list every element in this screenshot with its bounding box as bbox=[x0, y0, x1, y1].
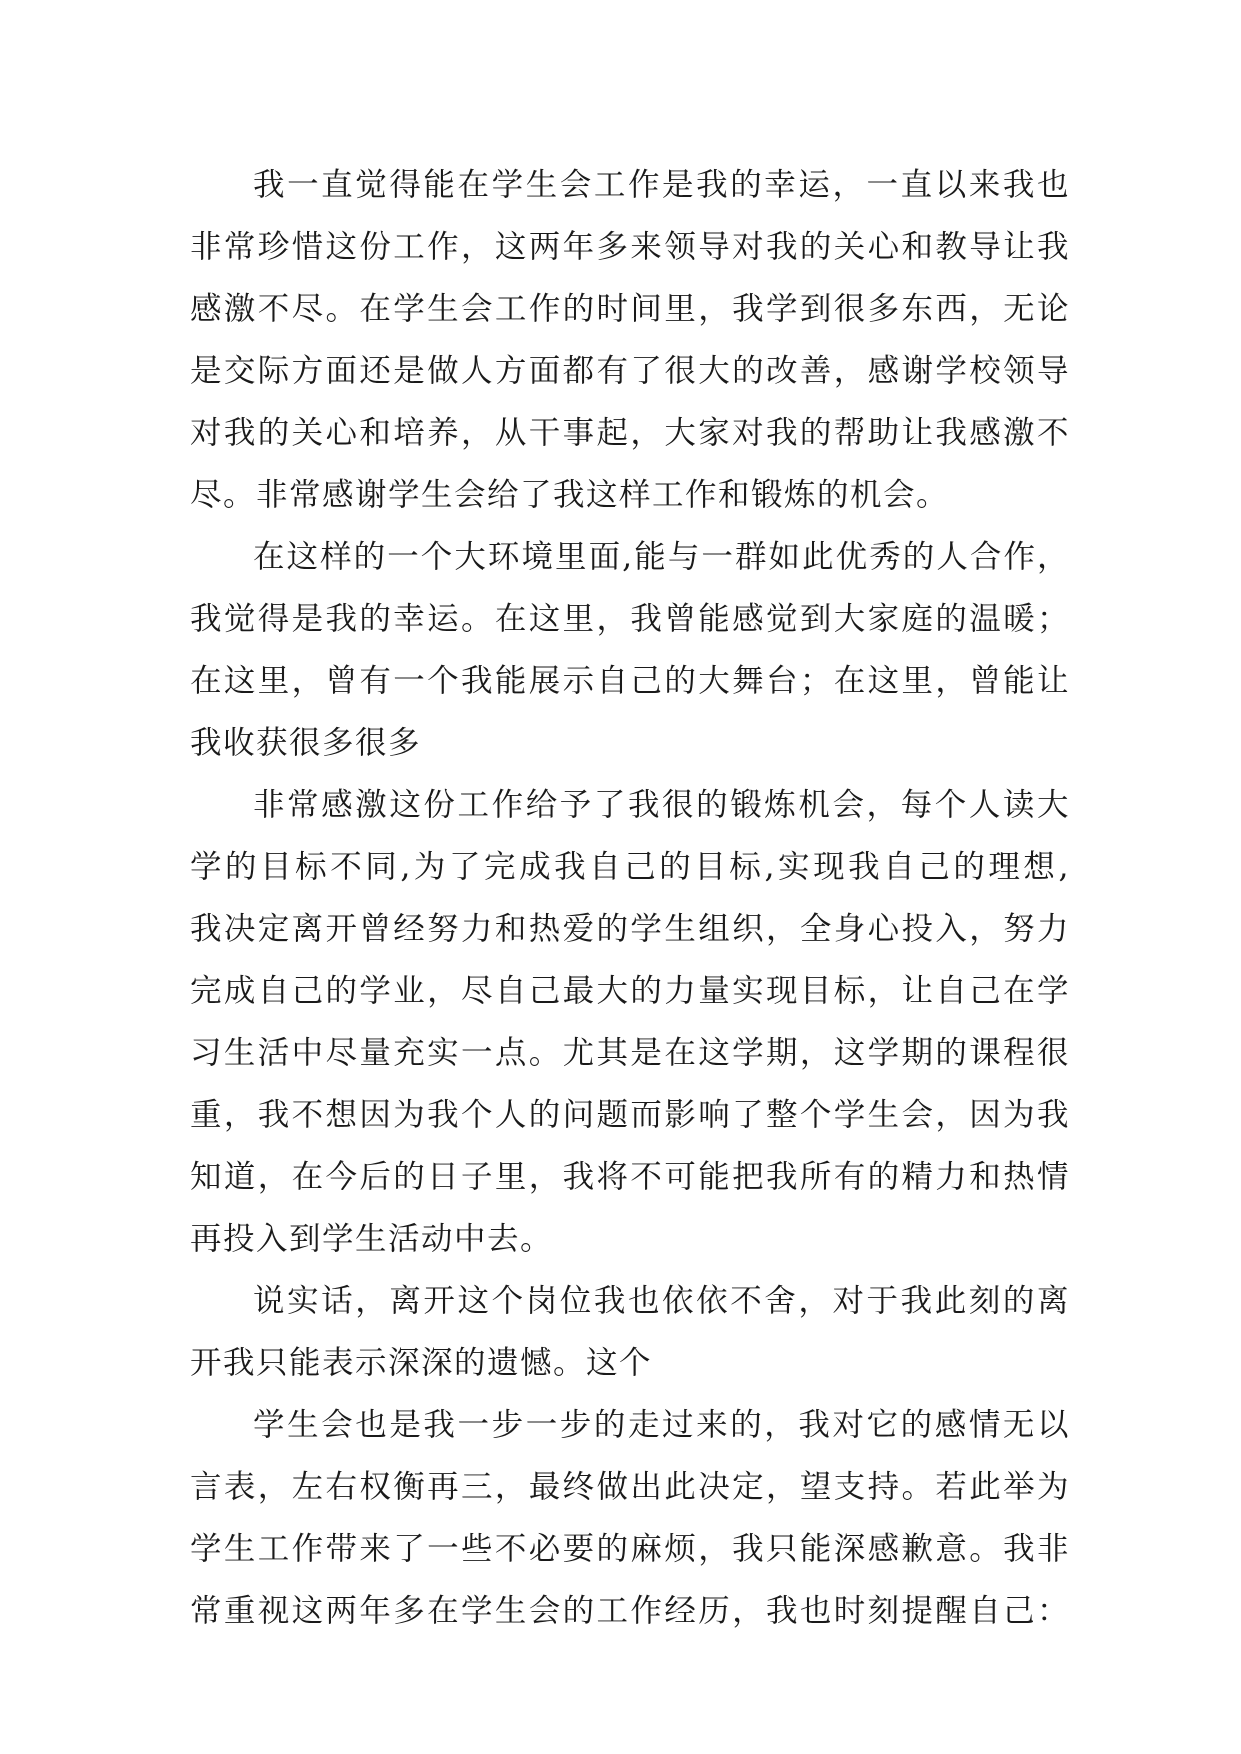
paragraph-2-line-1: 在这样的一个大环境里面,能与一群如此优秀的人合作， bbox=[253, 539, 1070, 575]
paragraph-5-line-2: 言表，左右权衡再三，最终做出此决定，望支持。若此举为 bbox=[190, 1469, 1070, 1505]
paragraph-1-line-1: 我一直觉得能在学生会工作是我的幸运，一直以来我也 bbox=[253, 167, 1070, 203]
paragraph-3-line-6: 重，我不想因为我个人的问题而影响了整个学生会，因为我 bbox=[190, 1097, 1070, 1133]
paragraph-1-line-3: 感激不尽。在学生会工作的时间里，我学到很多东西，无论 bbox=[190, 291, 1070, 327]
paragraph-1-line-5: 对我的关心和培养，从干事起，大家对我的帮助让我感激不 bbox=[190, 415, 1070, 451]
paragraph-1-line-2: 非常珍惜这份工作，这两年多来领导对我的关心和教导让我 bbox=[190, 229, 1070, 265]
paragraph-3-line-7: 知道，在今后的日子里，我将不可能把我所有的精力和热情 bbox=[190, 1159, 1070, 1195]
paragraph-2-line-3: 在这里，曾有一个我能展示自己的大舞台；在这里，曾能让 bbox=[190, 663, 1070, 699]
paragraph-3-line-1: 非常感激这份工作给予了我很的锻炼机会，每个人读大 bbox=[253, 787, 1070, 823]
paragraph-1-line-6: 尽。非常感谢学生会给了我这样工作和锻炼的机会。 bbox=[190, 477, 950, 513]
paragraph-3-line-4: 完成自己的学业，尽自己最大的力量实现目标，让自己在学 bbox=[190, 973, 1070, 1009]
paragraph-2-line-2: 我觉得是我的幸运。在这里，我曾能感觉到大家庭的温暖； bbox=[190, 601, 1070, 637]
paragraph-4-line-2: 开我只能表示深深的遗憾。这个 bbox=[190, 1345, 653, 1381]
document-body bbox=[190, 154, 1070, 1642]
paragraph-3-line-2: 学的目标不同,为了完成我自己的目标,实现我自己的理想, bbox=[190, 849, 1070, 885]
paragraph-3-line-5: 习生活中尽量充实一点。尤其是在这学期，这学期的课程很 bbox=[190, 1035, 1070, 1071]
paragraph-2-line-4: 我收获很多很多 bbox=[190, 725, 422, 761]
paragraph-5-line-3: 学生工作带来了一些不必要的麻烦，我只能深感歉意。我非 bbox=[190, 1531, 1070, 1567]
paragraph-3-line-8: 再投入到学生活动中去。 bbox=[190, 1221, 554, 1257]
paragraph-3-line-3: 我决定离开曾经努力和热爱的学生组织，全身心投入，努力 bbox=[190, 911, 1070, 947]
paragraph-5-line-4: 常重视这两年多在学生会的工作经历，我也时刻提醒自己： bbox=[190, 1593, 1070, 1629]
paragraph-1-line-4: 是交际方面还是做人方面都有了很大的改善，感谢学校领导 bbox=[190, 353, 1070, 389]
paragraph-4-line-1: 说实话，离开这个岗位我也依依不舍，对于我此刻的离 bbox=[253, 1283, 1070, 1319]
paragraph-5-line-1: 学生会也是我一步一步的走过来的，我对它的感情无以 bbox=[253, 1407, 1070, 1443]
